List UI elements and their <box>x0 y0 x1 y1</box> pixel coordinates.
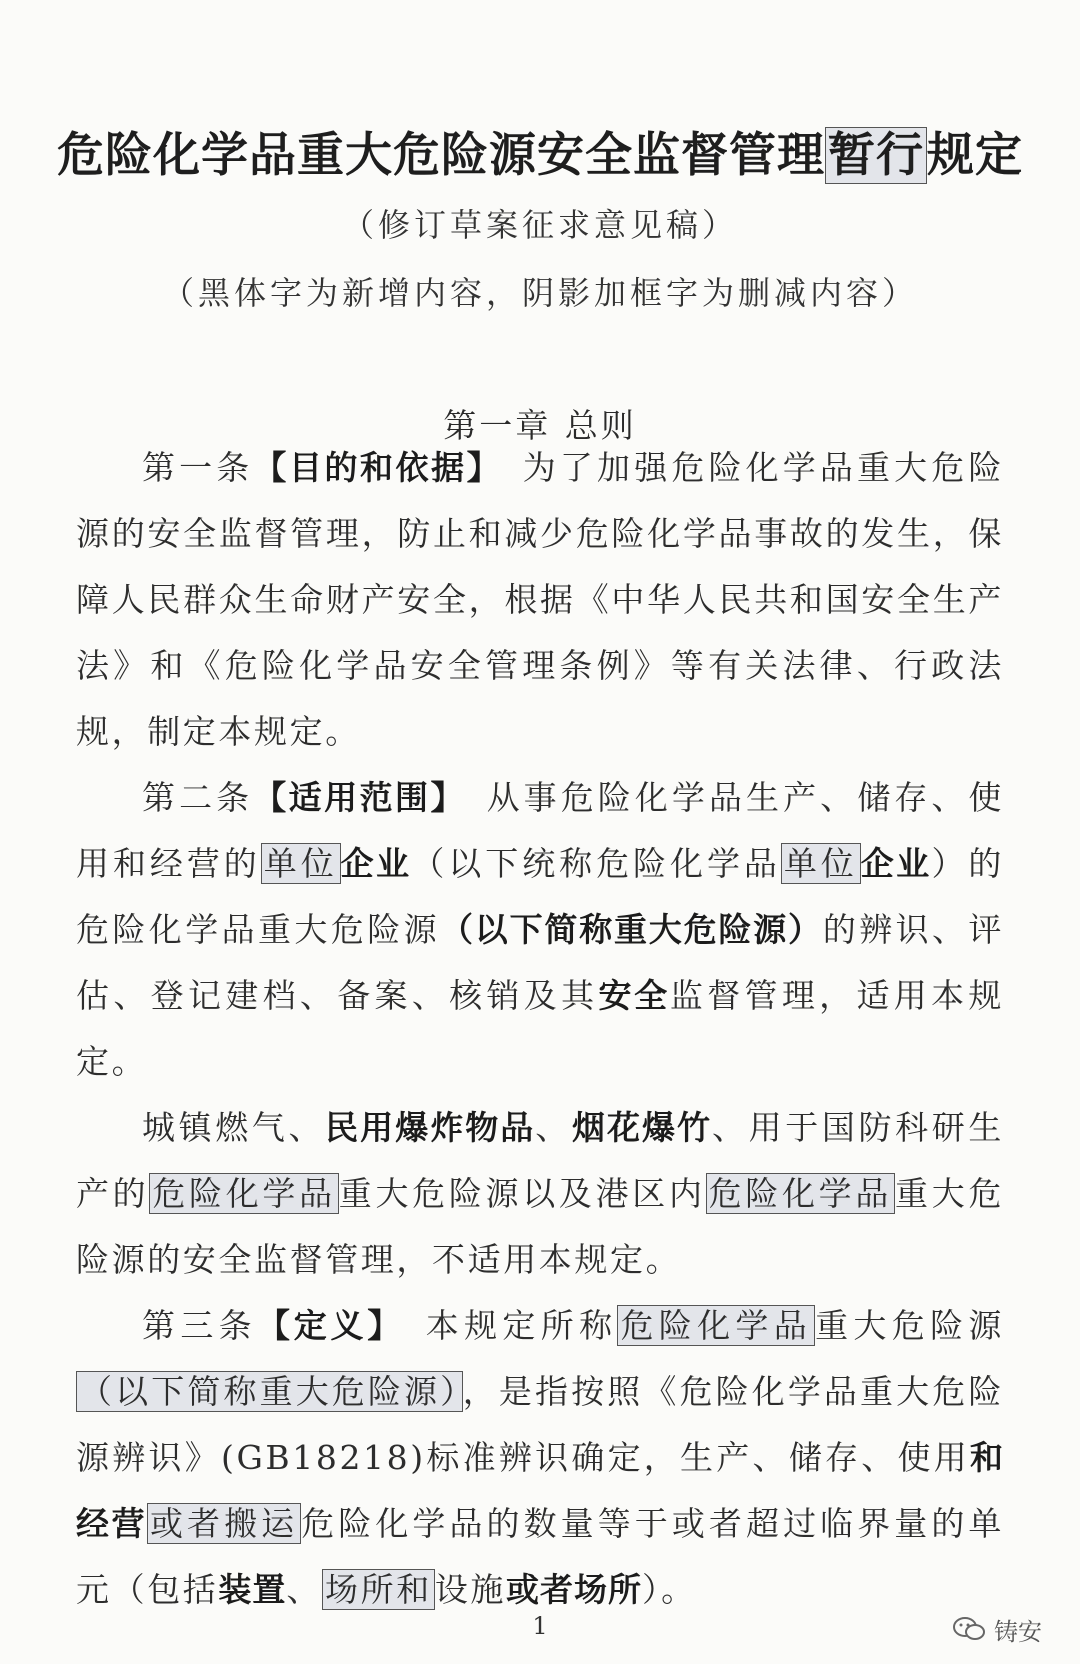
watermark-text: 铸安 <box>994 1617 1042 1646</box>
deleted-text: 暂行 <box>825 127 927 184</box>
deleted-text: 单位 <box>781 843 861 884</box>
deleted-text: （以下简称重大危险源） <box>76 1371 463 1412</box>
document-subtitle: （修订草案征求意见稿） <box>341 206 738 244</box>
added-text: （以下简称重大危险源） <box>440 910 823 949</box>
article-number: 第三条 <box>142 1306 257 1345</box>
deleted-text: 危险化学品 <box>706 1173 895 1214</box>
chapter-heading: 第一章 总则 <box>443 406 637 445</box>
article-3: 第三条【定义】 本规定所称危险化学品重大危险源（以下简称重大危险源），是指按照《危险化学品重大危险源辨识》(GB18218)标准辨识确定，生产、储存、使用和经营或者搬运危险化学品的数量等于或者超过临界量的单元（包括装置、场所和设施或者场所）。 <box>76 1306 1005 1609</box>
article-2: 第二条【适用范围】 从事危险化学品生产、储存、使用和经营的单位企业（以下统称危险化学品单位企业）的危险化学品重大危险源（以下简称重大危险源）的辨识、评估、登记建档、备案、核销及其安全监督管理，适用本规定。 <box>76 778 1005 1081</box>
deleted-text: 单位 <box>261 843 341 884</box>
added-text: 和经营 <box>76 1438 1004 1543</box>
deleted-text: 或者搬运 <box>147 1503 301 1544</box>
article-number: 第二条 <box>142 778 254 817</box>
article-heading: 【目的和依据】 <box>253 448 486 487</box>
added-text: 企业 <box>340 844 412 883</box>
page-number: 1 <box>532 1612 548 1640</box>
added-text: 企业 <box>860 844 932 883</box>
added-text: 烟花爆竹 <box>571 1108 713 1147</box>
added-text: 或者场所 <box>506 1570 643 1609</box>
added-text: 民用爆炸物品 <box>325 1108 536 1147</box>
article-heading: 【定义】 <box>257 1306 388 1345</box>
added-text: 装置 <box>218 1570 287 1609</box>
deleted-text: 场所和 <box>322 1569 435 1610</box>
article-2-paragraph-2: 城镇燃气、民用爆炸物品、烟花爆竹、用于国防科研生产的危险化学品重大危险源以及港区内危险化学品重大危险源的安全监督管理，不适用本规定。 <box>76 1108 1005 1279</box>
wechat-icon <box>952 1615 986 1643</box>
article-number: 第一条 <box>142 448 254 487</box>
article-1: 第一条【目的和依据】 为了加强危险化学品重大危险源的安全监督管理，防止和减少危险化学品事故的发生，保障人民群众生命财产安全，根据《中华人民共和国安全生产法》和《危险化学品安全管理条例》等有关法律、行政法规，制定本规定。 <box>76 448 1004 751</box>
deleted-text: 危险化学品 <box>617 1305 815 1346</box>
document-body <box>76 435 1004 1623</box>
watermark <box>952 1612 1042 1646</box>
deleted-text: 危险化学品 <box>149 1173 338 1214</box>
article-heading: 【适用范围】 <box>253 778 450 817</box>
added-text: 安全 <box>598 976 670 1015</box>
document-title: 危险化学品重大危险源安全监督管理暂行规定 <box>57 128 1023 183</box>
document-note: （黑体字为新增内容，阴影加框字为删减内容） <box>161 274 918 312</box>
